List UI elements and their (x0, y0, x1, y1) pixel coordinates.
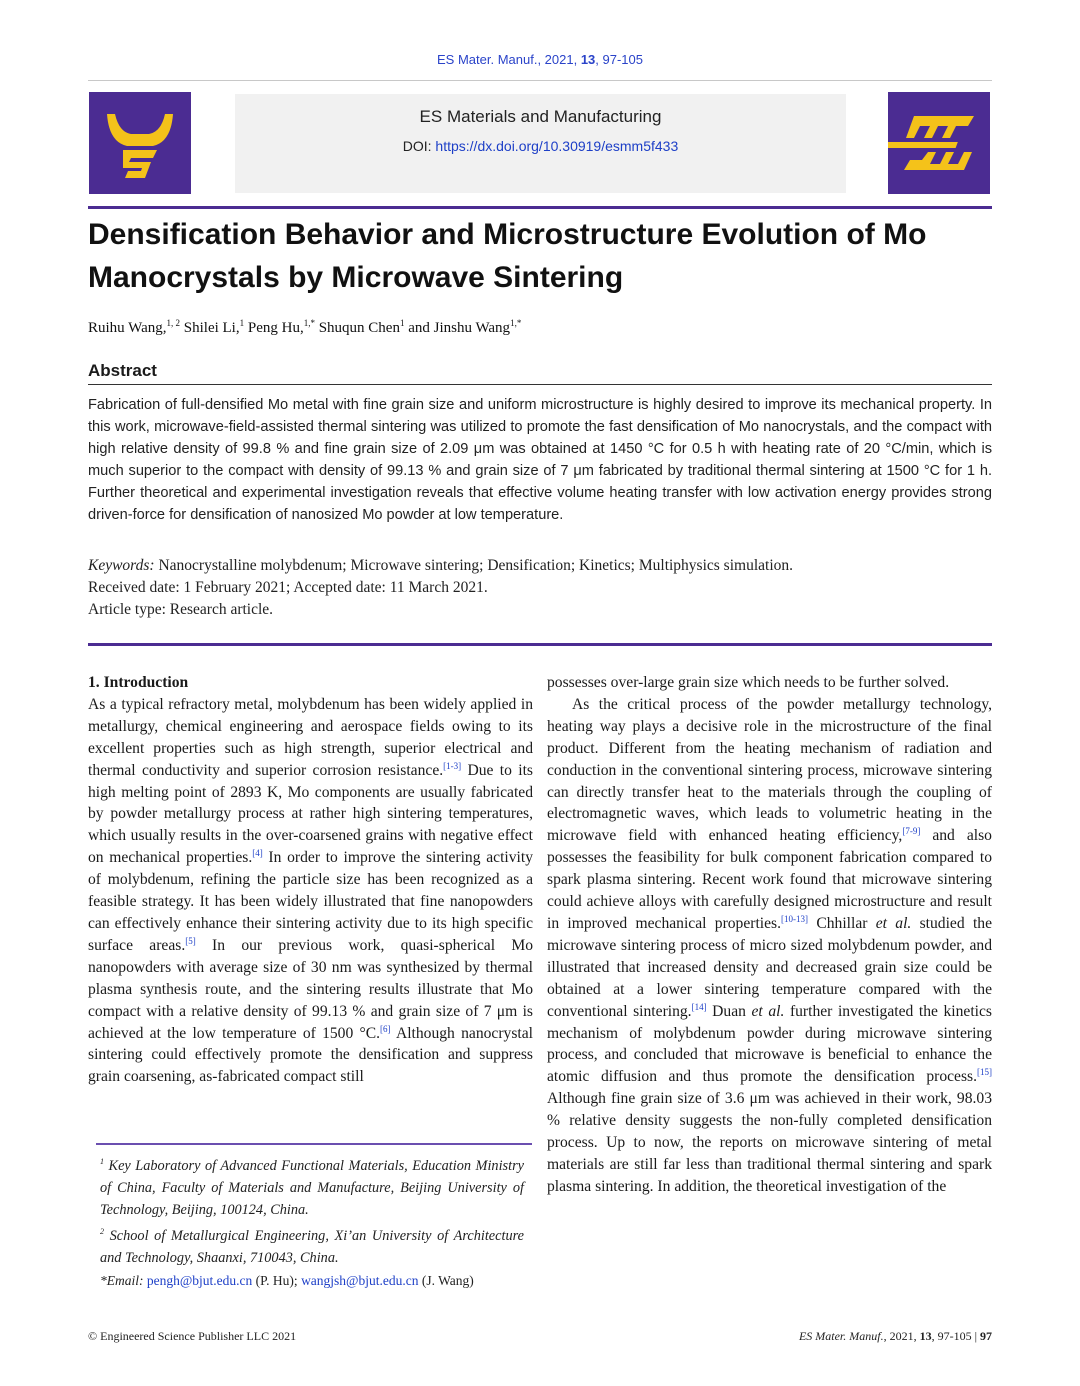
footnote-affiliation-2 (100, 1221, 524, 1270)
journal-pages: , 97-105 (595, 52, 643, 67)
footnote-mark: 1 (100, 1157, 104, 1166)
footnote-affiliation-1 (100, 1151, 524, 1221)
footer-volume: 13 (919, 1329, 932, 1343)
keywords-text: Nanocrystalline molybdenum; Microwave sintering; Densification; Kinetics; Multiphysics simulation. (154, 557, 793, 574)
body-text: Chhillar (808, 914, 876, 932)
body-text: and also possesses the feasibility for bulk component fabrication compared to spark plasma sintering. Recent work found that microwave sintering could achieve alloys with carefully designed microstructure and result in improved mechanical properties. (547, 827, 992, 932)
doi-line (235, 138, 846, 154)
body-text: In order to improve the sintering activity of molybdenum, refining the particle size has been recognized as a feasible strategy. It has been widely illustrated that fine nanopowders can effectively enhance their sintering activity due to its high specific surface areas. (88, 849, 533, 954)
body-text-italic: et al. (751, 1002, 785, 1020)
abstract-text: Fabrication of full-densified Mo metal with fine grain size and uniform microstructure is highly desired to improve its mechanical property. In this work, microwave-field-assisted thermal sintering was utilized to promote the fast densification of Mo nanocrystals, and the compact with high relative density of 99.8 % and fine grain size of 2.09 μm was obtained at 1450 °C for 0.5 h with heating rate of 20 °C/min, which is much superior to the compact with density of 99.13 % and grain size of 7 μm fabricated by traditional thermal sintering at 1500 °C for 1 h. Further theoretical and experimental investigation reveals that effective volume heating transfer with low activation energy provides strong driven-force for densification of nanosized Mo powder at low temperature. (88, 397, 992, 523)
body-text: Although nanocrystal sintering could effectively promote the densification and suppress grain coarsening, as-fabricated compact still (88, 1024, 533, 1086)
journal-reference (0, 52, 1080, 67)
body-text: Duan (706, 1002, 752, 1020)
received-date: Received date: 1 February 2021; Accepted date: 11 March 2021. (88, 579, 488, 596)
citation-link[interactable]: [1-3] (443, 760, 462, 771)
abstract-end-divider (88, 643, 992, 646)
section-heading: 1. Introduction (88, 674, 189, 691)
mm-logo-icon (888, 92, 990, 194)
citation-link[interactable]: [6] (380, 1023, 391, 1034)
footnote-text: School of Metallurgical Engineering, Xi’an University of Architecture and Technology, Shaanxi, 710043, China. (100, 1228, 524, 1267)
citation-link[interactable]: [7-9] (902, 826, 921, 837)
author-affiliation: 1, 2 (166, 318, 181, 328)
keywords-label: Keywords: (88, 557, 155, 574)
top-divider (88, 80, 992, 81)
body-text: As the critical process of the powder metallurgy technology, heating way plays a decisive role in the microstructure of the final product. Different from the heating mechanism of radiation and conduction in the conventional sintering process, microwave sintering can directly transfer heat to the materials through the coupling of electromagnetic waves, which leads to volumetric heating in the microwave field with enhanced heating efficiency, (547, 695, 992, 845)
author-list (88, 318, 521, 337)
author-name: and Jinshu Wang (404, 320, 511, 336)
footer-journal: ES Mater. Manuf. (798, 1329, 884, 1343)
email-owner: (J. Wang) (418, 1273, 474, 1289)
author-affiliation: 1,* (510, 318, 522, 328)
body-text: Although fine grain size of 3.6 μm was achieved in their work, 98.03 % relative density suggests the non-fully completed densification process. Up to now, the reports on microwave sintering of metal materials are still far less than traditional thermal sintering and spark plasma sintering. In addition, the theoretical investigation of the (547, 1090, 992, 1195)
footnotes (100, 1151, 524, 1292)
author-name: Shuqun Chen (314, 320, 400, 336)
article-type: Article type: Research article. (88, 601, 274, 618)
citation-link[interactable]: [4] (252, 848, 263, 859)
author-affiliation: 1 (239, 318, 245, 328)
left-column (88, 672, 533, 1088)
right-column (547, 672, 992, 1198)
journal-abbrev: ES Mater. Manuf. (437, 52, 538, 67)
page-footer (799, 1329, 992, 1344)
email-link[interactable]: pengh@bjut.edu.cn (146, 1273, 253, 1289)
body-paragraph (547, 694, 992, 1198)
journal-volume: 13 (580, 52, 596, 67)
footnote-mark: 2 (100, 1227, 104, 1237)
article-title: Densification Behavior and Microstructure Evolution of Mo Manocrystals by Microwave Sintering (88, 218, 927, 294)
email-owner: (P. Hu); (252, 1273, 302, 1289)
journal-year: , 2021, (537, 52, 581, 67)
citation-link[interactable]: [5] (185, 935, 196, 946)
bull-horns-logo-icon (89, 92, 191, 194)
doi-label: DOI: (402, 138, 436, 154)
author-affiliation: 1 (399, 318, 405, 328)
author-name: Ruihu Wang, (88, 320, 167, 336)
body-text: further investigated the kinetics mechanism of molybdenum powder during microwave sintering process, and concluded that microwave is beneficial to enhance the atomic diffusion and thus promote the densification process. (547, 1002, 992, 1086)
abstract-divider (88, 384, 992, 385)
keywords-line (88, 557, 992, 575)
abstract-heading: Abstract (88, 361, 157, 380)
citation-link[interactable]: [15] (977, 1067, 992, 1078)
citation-link[interactable]: [10-13] (781, 913, 809, 924)
body-text: In our previous work, quasi-spherical Mo nanopowders with average size of 30 nm was synthesized by thermal plasma synthesis route, and the sintering results illustrate that Mo compact with a relative density of 99.13 % and grain size of 7 μm is achieved at the low temperature of 1500 °C. (88, 936, 533, 1042)
author-affiliation: 1,* (303, 318, 315, 328)
author-name: Peng Hu, (244, 320, 304, 336)
page-number: 97 (980, 1329, 992, 1343)
footer-pages: , 97-105 | (931, 1329, 980, 1343)
body-text-italic: et al. (875, 914, 912, 932)
email-link[interactable]: wangjsh@bjut.edu.cn (301, 1273, 419, 1289)
journal-name: ES Materials and Manufacturing (419, 107, 662, 126)
citation-link[interactable]: [14] (691, 1001, 707, 1012)
body-text: As a typical refractory metal, molybdenum has been widely applied in metallurgy, chemical engineering and aerospace fields owing to its excellent properties such as high strength, superior electrical and thermal conductivity and superior corrosion resistance. (88, 695, 533, 779)
footnote-email (100, 1270, 524, 1292)
doi-link[interactable]: https://dx.doi.org/10.30919/esmm5f433 (435, 138, 679, 154)
body-text: studied the microwave sintering process of micro sized molybdenum powder, and illustrated that increased density and decreased grain size could be obtained at a lower sintering temperature compared with the conventional sintering. (547, 914, 992, 1020)
title-divider (88, 206, 992, 209)
author-name: Shilei Li, (180, 320, 240, 336)
footnote-text: Key Laboratory of Advanced Functional Materials, Education Ministry of China, Faculty of Materials and Manufacture, Beijing University of Technology, Beijing, 100124, China. (100, 1157, 524, 1218)
email-label: *Email: (100, 1273, 144, 1289)
body-paragraph: possesses over-large grain size which needs to be further solved. (547, 674, 950, 691)
body-paragraph (88, 694, 533, 1088)
copyright-footer: © Engineered Science Publisher LLC 2021 (88, 1329, 297, 1343)
footnote-divider (96, 1143, 532, 1145)
body-text: Due to its high melting point of 2893 K, Mo components are usually fabricated by powder metallurgy process at rather high sintering temperatures, which usually results in the over-coarsened grains with negative effect on mechanical properties. (88, 761, 533, 867)
footer-year: , 2021, (883, 1329, 920, 1343)
